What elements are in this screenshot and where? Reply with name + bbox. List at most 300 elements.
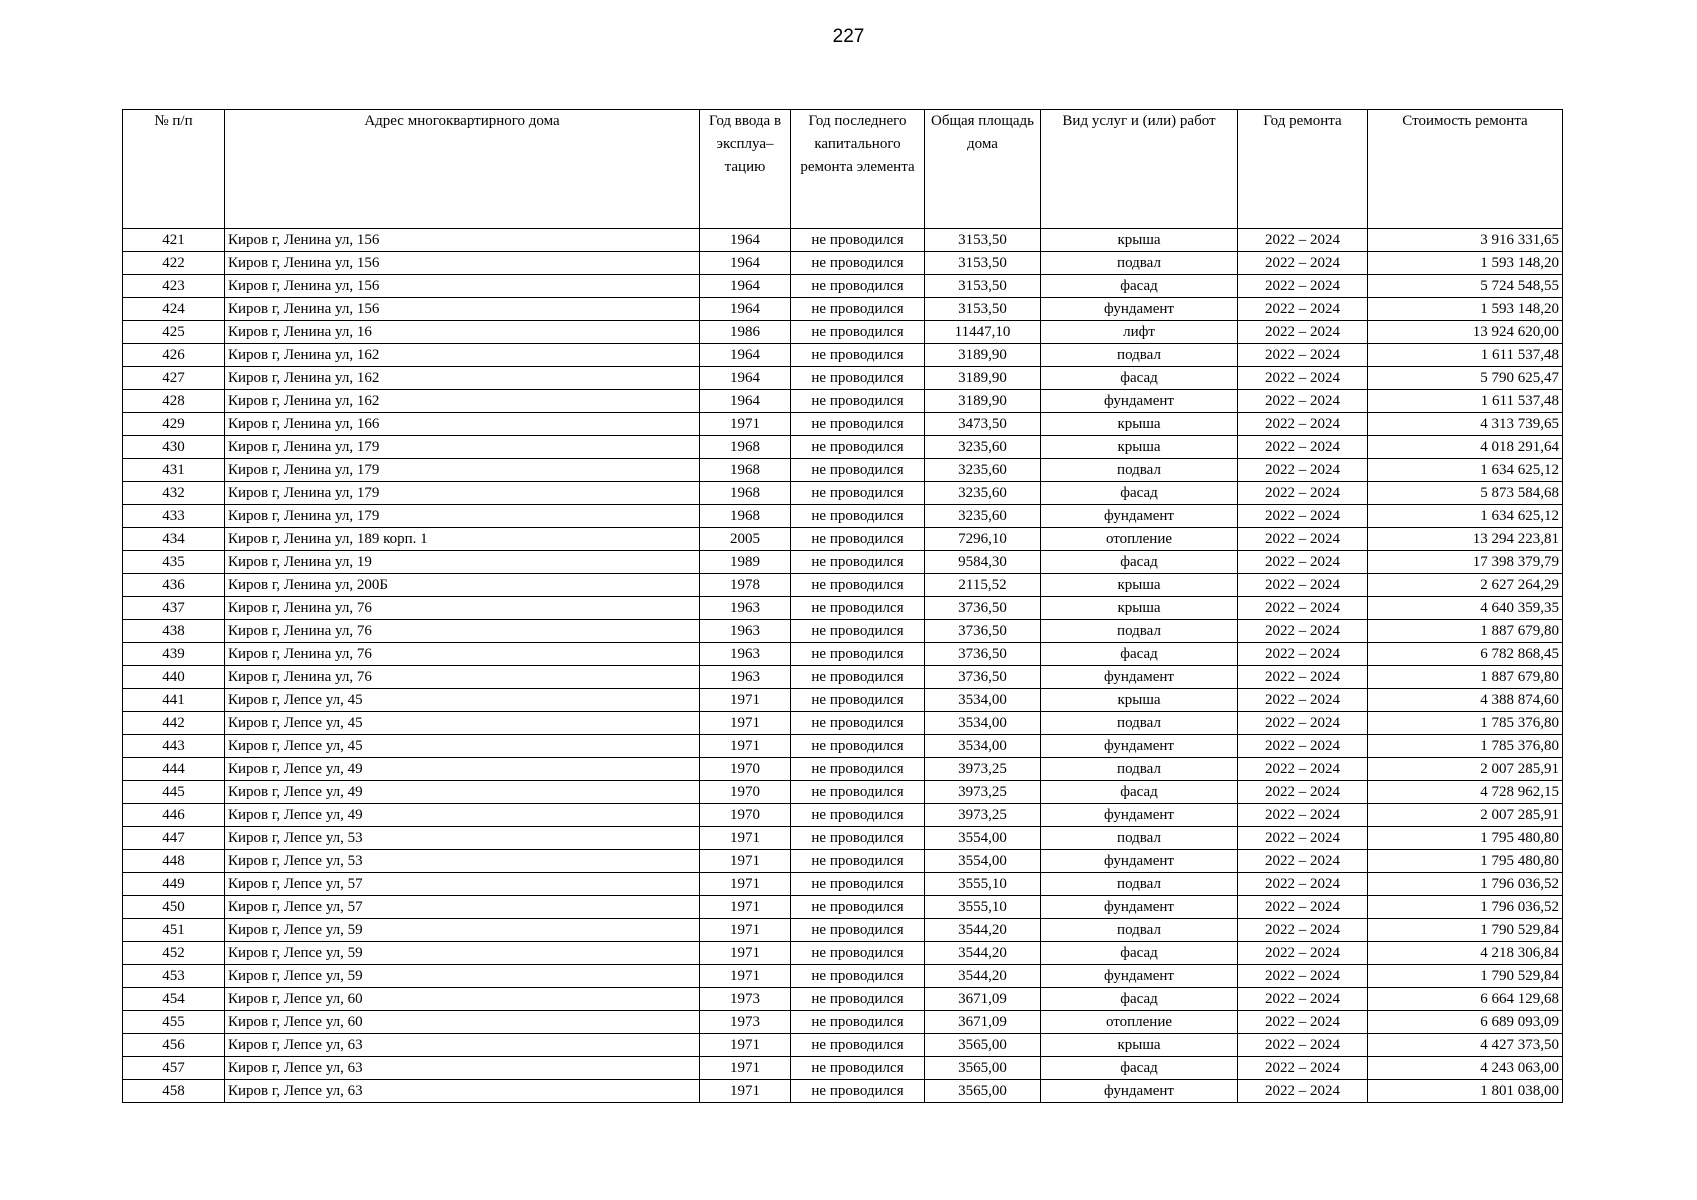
cell-year-built: 1964: [700, 275, 791, 298]
cell-area: 3555,10: [925, 896, 1041, 919]
cell-year-built: 1971: [700, 712, 791, 735]
header-cost: Стоимость ремонта: [1368, 110, 1563, 229]
table-row: [123, 873, 1563, 896]
cell-last-repair: не проводился: [791, 505, 925, 528]
cell-work-type: крыша: [1041, 413, 1238, 436]
cell-repair-period: 2022 – 2024: [1238, 919, 1368, 942]
cell-address: Киров г, Лепсе ул, 49: [225, 781, 700, 804]
cell-area: 3736,50: [925, 643, 1041, 666]
cell-work-type: фасад: [1041, 781, 1238, 804]
cell-work-type: подвал: [1041, 873, 1238, 896]
cell-work-type: лифт: [1041, 321, 1238, 344]
table-row: [123, 229, 1563, 252]
cell-year-built: 1971: [700, 919, 791, 942]
table-row: [123, 850, 1563, 873]
cell-last-repair: не проводился: [791, 390, 925, 413]
cell-year-built: 1971: [700, 413, 791, 436]
cell-address: Киров г, Ленина ул, 179: [225, 505, 700, 528]
cell-last-repair: не проводился: [791, 850, 925, 873]
table-row: [123, 781, 1563, 804]
cell-year-built: 1968: [700, 505, 791, 528]
cell-last-repair: не проводился: [791, 1034, 925, 1057]
cell-repair-period: 2022 – 2024: [1238, 666, 1368, 689]
cell-area: 3544,20: [925, 965, 1041, 988]
table-row: [123, 298, 1563, 321]
cell-last-repair: не проводился: [791, 597, 925, 620]
cell-num: 430: [123, 436, 225, 459]
cell-area: 7296,10: [925, 528, 1041, 551]
cell-year-built: 1963: [700, 620, 791, 643]
cell-num: 429: [123, 413, 225, 436]
cell-num: 454: [123, 988, 225, 1011]
cell-last-repair: не проводился: [791, 275, 925, 298]
cell-address: Киров г, Ленина ул, 189 корп. 1: [225, 528, 700, 551]
cell-year-built: 1971: [700, 1034, 791, 1057]
cell-repair-period: 2022 – 2024: [1238, 988, 1368, 1011]
cell-last-repair: не проводился: [791, 758, 925, 781]
cell-area: 9584,30: [925, 551, 1041, 574]
cell-area: 3534,00: [925, 735, 1041, 758]
cell-work-type: фундамент: [1041, 666, 1238, 689]
cell-work-type: фасад: [1041, 988, 1238, 1011]
cell-area: 3189,90: [925, 390, 1041, 413]
cell-area: 3235,60: [925, 436, 1041, 459]
cell-num: 421: [123, 229, 225, 252]
cell-repair-period: 2022 – 2024: [1238, 965, 1368, 988]
cell-cost: 5 724 548,55: [1368, 275, 1563, 298]
cell-address: Киров г, Лепсе ул, 57: [225, 873, 700, 896]
cell-last-repair: не проводился: [791, 252, 925, 275]
cell-repair-period: 2022 – 2024: [1238, 850, 1368, 873]
cell-repair-period: 2022 – 2024: [1238, 1080, 1368, 1103]
cell-year-built: 1986: [700, 321, 791, 344]
cell-address: Киров г, Ленина ул, 76: [225, 666, 700, 689]
cell-repair-period: 2022 – 2024: [1238, 344, 1368, 367]
table-row: [123, 321, 1563, 344]
cell-area: 3671,09: [925, 988, 1041, 1011]
cell-year-built: 1973: [700, 1011, 791, 1034]
cell-area: 3565,00: [925, 1080, 1041, 1103]
table-row: [123, 597, 1563, 620]
cell-repair-period: 2022 – 2024: [1238, 229, 1368, 252]
cell-address: Киров г, Лепсе ул, 57: [225, 896, 700, 919]
cell-num: 447: [123, 827, 225, 850]
cell-last-repair: не проводился: [791, 965, 925, 988]
cell-work-type: крыша: [1041, 229, 1238, 252]
cell-area: 3554,00: [925, 850, 1041, 873]
cell-num: 453: [123, 965, 225, 988]
cell-year-built: 1963: [700, 666, 791, 689]
cell-year-built: 1964: [700, 390, 791, 413]
cell-area: 3235,60: [925, 482, 1041, 505]
cell-cost: 4 018 291,64: [1368, 436, 1563, 459]
header-row: [123, 110, 1563, 229]
table-row: [123, 574, 1563, 597]
cell-last-repair: не проводился: [791, 1080, 925, 1103]
cell-work-type: фасад: [1041, 551, 1238, 574]
cell-area: 3736,50: [925, 666, 1041, 689]
table-row: [123, 551, 1563, 574]
cell-num: 437: [123, 597, 225, 620]
table-row: [123, 344, 1563, 367]
cell-year-built: 1971: [700, 965, 791, 988]
table-row: [123, 528, 1563, 551]
cell-work-type: крыша: [1041, 597, 1238, 620]
cell-work-type: фасад: [1041, 1057, 1238, 1080]
cell-num: 434: [123, 528, 225, 551]
cell-area: 3153,50: [925, 229, 1041, 252]
cell-cost: 4 218 306,84: [1368, 942, 1563, 965]
cell-cost: 2 007 285,91: [1368, 758, 1563, 781]
cell-num: 455: [123, 1011, 225, 1034]
cell-num: 444: [123, 758, 225, 781]
cell-cost: 6 782 868,45: [1368, 643, 1563, 666]
cell-last-repair: не проводился: [791, 1011, 925, 1034]
cell-last-repair: не проводился: [791, 482, 925, 505]
cell-last-repair: не проводился: [791, 574, 925, 597]
cell-repair-period: 2022 – 2024: [1238, 298, 1368, 321]
cell-repair-period: 2022 – 2024: [1238, 643, 1368, 666]
cell-work-type: фундамент: [1041, 1080, 1238, 1103]
header-repair-period: Год ремонта: [1238, 110, 1368, 229]
cell-area: 3235,60: [925, 459, 1041, 482]
cell-year-built: 1963: [700, 643, 791, 666]
table-row: [123, 919, 1563, 942]
cell-address: Киров г, Ленина ул, 200Б: [225, 574, 700, 597]
cell-work-type: подвал: [1041, 919, 1238, 942]
cell-work-type: фундамент: [1041, 896, 1238, 919]
page-number: 227: [832, 26, 865, 47]
cell-cost: 1 887 679,80: [1368, 620, 1563, 643]
cell-address: Киров г, Ленина ул, 76: [225, 643, 700, 666]
cell-address: Киров г, Ленина ул, 156: [225, 298, 700, 321]
cell-num: 435: [123, 551, 225, 574]
cell-address: Киров г, Лепсе ул, 45: [225, 712, 700, 735]
cell-year-built: 1964: [700, 229, 791, 252]
cell-year-built: 1970: [700, 758, 791, 781]
cell-address: Киров г, Ленина ул, 76: [225, 620, 700, 643]
cell-year-built: 1971: [700, 689, 791, 712]
cell-num: 423: [123, 275, 225, 298]
table-row: [123, 965, 1563, 988]
cell-work-type: фундамент: [1041, 298, 1238, 321]
cell-last-repair: не проводился: [791, 344, 925, 367]
cell-work-type: фасад: [1041, 643, 1238, 666]
header-address: Адрес многоквартирного дома: [225, 110, 700, 229]
cell-work-type: фасад: [1041, 942, 1238, 965]
table-row: [123, 1057, 1563, 1080]
cell-repair-period: 2022 – 2024: [1238, 413, 1368, 436]
cell-cost: 13 294 223,81: [1368, 528, 1563, 551]
cell-repair-period: 2022 – 2024: [1238, 1011, 1368, 1034]
cell-cost: 2 627 264,29: [1368, 574, 1563, 597]
cell-address: Киров г, Ленина ул, 162: [225, 344, 700, 367]
cell-address: Киров г, Лепсе ул, 49: [225, 804, 700, 827]
cell-area: 3736,50: [925, 597, 1041, 620]
cell-num: 438: [123, 620, 225, 643]
cell-last-repair: не проводился: [791, 528, 925, 551]
cell-cost: 1 634 625,12: [1368, 505, 1563, 528]
cell-address: Киров г, Ленина ул, 179: [225, 459, 700, 482]
cell-year-built: 1970: [700, 781, 791, 804]
cell-year-built: 1971: [700, 735, 791, 758]
cell-address: Киров г, Лепсе ул, 53: [225, 827, 700, 850]
cell-area: 2115,52: [925, 574, 1041, 597]
cell-year-built: 1978: [700, 574, 791, 597]
cell-year-built: 1964: [700, 298, 791, 321]
cell-area: 3544,20: [925, 919, 1041, 942]
cell-repair-period: 2022 – 2024: [1238, 620, 1368, 643]
cell-num: 432: [123, 482, 225, 505]
cell-num: 441: [123, 689, 225, 712]
cell-year-built: 1968: [700, 436, 791, 459]
cell-repair-period: 2022 – 2024: [1238, 275, 1368, 298]
cell-work-type: фундамент: [1041, 735, 1238, 758]
table-row: [123, 712, 1563, 735]
cell-address: Киров г, Ленина ул, 19: [225, 551, 700, 574]
cell-address: Киров г, Лепсе ул, 45: [225, 735, 700, 758]
cell-work-type: фасад: [1041, 275, 1238, 298]
cell-year-built: 1964: [700, 252, 791, 275]
cell-num: 428: [123, 390, 225, 413]
table-row: [123, 459, 1563, 482]
cell-last-repair: не проводился: [791, 735, 925, 758]
cell-work-type: крыша: [1041, 689, 1238, 712]
cell-work-type: фундамент: [1041, 505, 1238, 528]
cell-cost: 1 790 529,84: [1368, 965, 1563, 988]
header-last-repair: Год последнего капитального ремонта элемента: [791, 110, 925, 229]
table-row: [123, 390, 1563, 413]
cell-area: 3973,25: [925, 804, 1041, 827]
cell-work-type: отопление: [1041, 1011, 1238, 1034]
cell-area: 3555,10: [925, 873, 1041, 896]
cell-last-repair: не проводился: [791, 459, 925, 482]
header-area: Общая площадь дома: [925, 110, 1041, 229]
cell-address: Киров г, Ленина ул, 156: [225, 252, 700, 275]
table-row: [123, 1034, 1563, 1057]
cell-last-repair: не проводился: [791, 1057, 925, 1080]
repair-registry-table: [122, 109, 1563, 1103]
cell-address: Киров г, Ленина ул, 156: [225, 229, 700, 252]
cell-repair-period: 2022 – 2024: [1238, 574, 1368, 597]
cell-num: 427: [123, 367, 225, 390]
cell-repair-period: 2022 – 2024: [1238, 390, 1368, 413]
cell-cost: 2 007 285,91: [1368, 804, 1563, 827]
cell-repair-period: 2022 – 2024: [1238, 551, 1368, 574]
cell-cost: 1 796 036,52: [1368, 873, 1563, 896]
cell-num: 442: [123, 712, 225, 735]
table-row: [123, 436, 1563, 459]
cell-num: 450: [123, 896, 225, 919]
cell-num: 445: [123, 781, 225, 804]
cell-work-type: фундамент: [1041, 804, 1238, 827]
cell-area: 3189,90: [925, 367, 1041, 390]
cell-last-repair: не проводился: [791, 988, 925, 1011]
cell-year-built: 1971: [700, 1080, 791, 1103]
cell-cost: 4 243 063,00: [1368, 1057, 1563, 1080]
cell-num: 426: [123, 344, 225, 367]
table-row: [123, 804, 1563, 827]
cell-repair-period: 2022 – 2024: [1238, 712, 1368, 735]
cell-address: Киров г, Ленина ул, 162: [225, 367, 700, 390]
cell-address: Киров г, Лепсе ул, 59: [225, 919, 700, 942]
cell-work-type: фасад: [1041, 367, 1238, 390]
cell-num: 448: [123, 850, 225, 873]
table-row: [123, 942, 1563, 965]
table-row: [123, 252, 1563, 275]
cell-year-built: 1964: [700, 367, 791, 390]
cell-area: 3565,00: [925, 1057, 1041, 1080]
cell-area: 3973,25: [925, 758, 1041, 781]
cell-year-built: 1989: [700, 551, 791, 574]
cell-cost: 13 924 620,00: [1368, 321, 1563, 344]
cell-area: 3736,50: [925, 620, 1041, 643]
cell-address: Киров г, Лепсе ул, 63: [225, 1057, 700, 1080]
cell-num: 458: [123, 1080, 225, 1103]
cell-last-repair: не проводился: [791, 620, 925, 643]
cell-repair-period: 2022 – 2024: [1238, 689, 1368, 712]
cell-area: 3534,00: [925, 689, 1041, 712]
cell-last-repair: не проводился: [791, 712, 925, 735]
cell-year-built: 1970: [700, 804, 791, 827]
cell-cost: 4 640 359,35: [1368, 597, 1563, 620]
table-header: [123, 110, 1563, 229]
table-row: [123, 367, 1563, 390]
cell-last-repair: не проводился: [791, 229, 925, 252]
cell-cost: 5 873 584,68: [1368, 482, 1563, 505]
cell-year-built: 1963: [700, 597, 791, 620]
cell-repair-period: 2022 – 2024: [1238, 896, 1368, 919]
cell-last-repair: не проводился: [791, 436, 925, 459]
cell-num: 452: [123, 942, 225, 965]
cell-repair-period: 2022 – 2024: [1238, 1057, 1368, 1080]
cell-repair-period: 2022 – 2024: [1238, 505, 1368, 528]
cell-year-built: 1971: [700, 850, 791, 873]
cell-last-repair: не проводился: [791, 321, 925, 344]
cell-repair-period: 2022 – 2024: [1238, 321, 1368, 344]
cell-year-built: 1968: [700, 482, 791, 505]
cell-cost: 17 398 379,79: [1368, 551, 1563, 574]
cell-repair-period: 2022 – 2024: [1238, 252, 1368, 275]
cell-address: Киров г, Лепсе ул, 63: [225, 1034, 700, 1057]
cell-year-built: 1971: [700, 827, 791, 850]
cell-cost: 1 795 480,80: [1368, 827, 1563, 850]
cell-cost: 1 634 625,12: [1368, 459, 1563, 482]
cell-last-repair: не проводился: [791, 551, 925, 574]
cell-work-type: подвал: [1041, 344, 1238, 367]
cell-work-type: подвал: [1041, 827, 1238, 850]
cell-address: Киров г, Лепсе ул, 59: [225, 942, 700, 965]
cell-repair-period: 2022 – 2024: [1238, 781, 1368, 804]
cell-repair-period: 2022 – 2024: [1238, 1034, 1368, 1057]
cell-repair-period: 2022 – 2024: [1238, 367, 1368, 390]
cell-year-built: 1971: [700, 896, 791, 919]
cell-cost: 1 593 148,20: [1368, 252, 1563, 275]
cell-work-type: подвал: [1041, 758, 1238, 781]
cell-area: 3554,00: [925, 827, 1041, 850]
table-body: [123, 229, 1563, 1103]
cell-last-repair: не проводился: [791, 298, 925, 321]
cell-last-repair: не проводился: [791, 781, 925, 804]
cell-work-type: подвал: [1041, 712, 1238, 735]
cell-num: 440: [123, 666, 225, 689]
table-row: [123, 827, 1563, 850]
cell-address: Киров г, Ленина ул, 16: [225, 321, 700, 344]
cell-num: 456: [123, 1034, 225, 1057]
cell-num: 422: [123, 252, 225, 275]
cell-address: Киров г, Лепсе ул, 49: [225, 758, 700, 781]
cell-last-repair: не проводился: [791, 919, 925, 942]
table-row: [123, 643, 1563, 666]
cell-year-built: 1971: [700, 1057, 791, 1080]
cell-work-type: крыша: [1041, 1034, 1238, 1057]
cell-cost: 6 664 129,68: [1368, 988, 1563, 1011]
cell-address: Киров г, Ленина ул, 76: [225, 597, 700, 620]
cell-repair-period: 2022 – 2024: [1238, 827, 1368, 850]
cell-last-repair: не проводился: [791, 413, 925, 436]
cell-num: 433: [123, 505, 225, 528]
cell-cost: 1 611 537,48: [1368, 344, 1563, 367]
cell-address: Киров г, Лепсе ул, 59: [225, 965, 700, 988]
cell-work-type: подвал: [1041, 459, 1238, 482]
cell-cost: 1 785 376,80: [1368, 735, 1563, 758]
table-row: [123, 620, 1563, 643]
table-row: [123, 1011, 1563, 1034]
cell-cost: 1 790 529,84: [1368, 919, 1563, 942]
cell-work-type: подвал: [1041, 620, 1238, 643]
cell-work-type: фасад: [1041, 482, 1238, 505]
cell-year-built: 1968: [700, 459, 791, 482]
cell-address: Киров г, Ленина ул, 166: [225, 413, 700, 436]
table-row: [123, 275, 1563, 298]
cell-num: 446: [123, 804, 225, 827]
cell-cost: 4 728 962,15: [1368, 781, 1563, 804]
cell-cost: 1 887 679,80: [1368, 666, 1563, 689]
cell-area: 3189,90: [925, 344, 1041, 367]
cell-cost: 1 801 038,00: [1368, 1080, 1563, 1103]
cell-last-repair: не проводился: [791, 942, 925, 965]
cell-area: 3153,50: [925, 275, 1041, 298]
cell-area: 3534,00: [925, 712, 1041, 735]
cell-work-type: отопление: [1041, 528, 1238, 551]
cell-work-type: крыша: [1041, 574, 1238, 597]
cell-last-repair: не проводился: [791, 689, 925, 712]
cell-address: Киров г, Ленина ул, 179: [225, 436, 700, 459]
cell-cost: 1 795 480,80: [1368, 850, 1563, 873]
cell-work-type: фундамент: [1041, 390, 1238, 413]
cell-address: Киров г, Лепсе ул, 60: [225, 988, 700, 1011]
cell-cost: 4 388 874,60: [1368, 689, 1563, 712]
table-row: [123, 505, 1563, 528]
cell-area: 3671,09: [925, 1011, 1041, 1034]
cell-area: 3565,00: [925, 1034, 1041, 1057]
cell-last-repair: не проводился: [791, 827, 925, 850]
cell-year-built: 1971: [700, 942, 791, 965]
cell-cost: 5 790 625,47: [1368, 367, 1563, 390]
table-row: [123, 735, 1563, 758]
cell-num: 439: [123, 643, 225, 666]
cell-address: Киров г, Лепсе ул, 45: [225, 689, 700, 712]
cell-repair-period: 2022 – 2024: [1238, 482, 1368, 505]
cell-work-type: подвал: [1041, 252, 1238, 275]
cell-last-repair: не проводился: [791, 643, 925, 666]
cell-last-repair: не проводился: [791, 896, 925, 919]
cell-address: Киров г, Ленина ул, 156: [225, 275, 700, 298]
table-row: [123, 758, 1563, 781]
cell-repair-period: 2022 – 2024: [1238, 804, 1368, 827]
cell-num: 451: [123, 919, 225, 942]
cell-cost: 1 593 148,20: [1368, 298, 1563, 321]
